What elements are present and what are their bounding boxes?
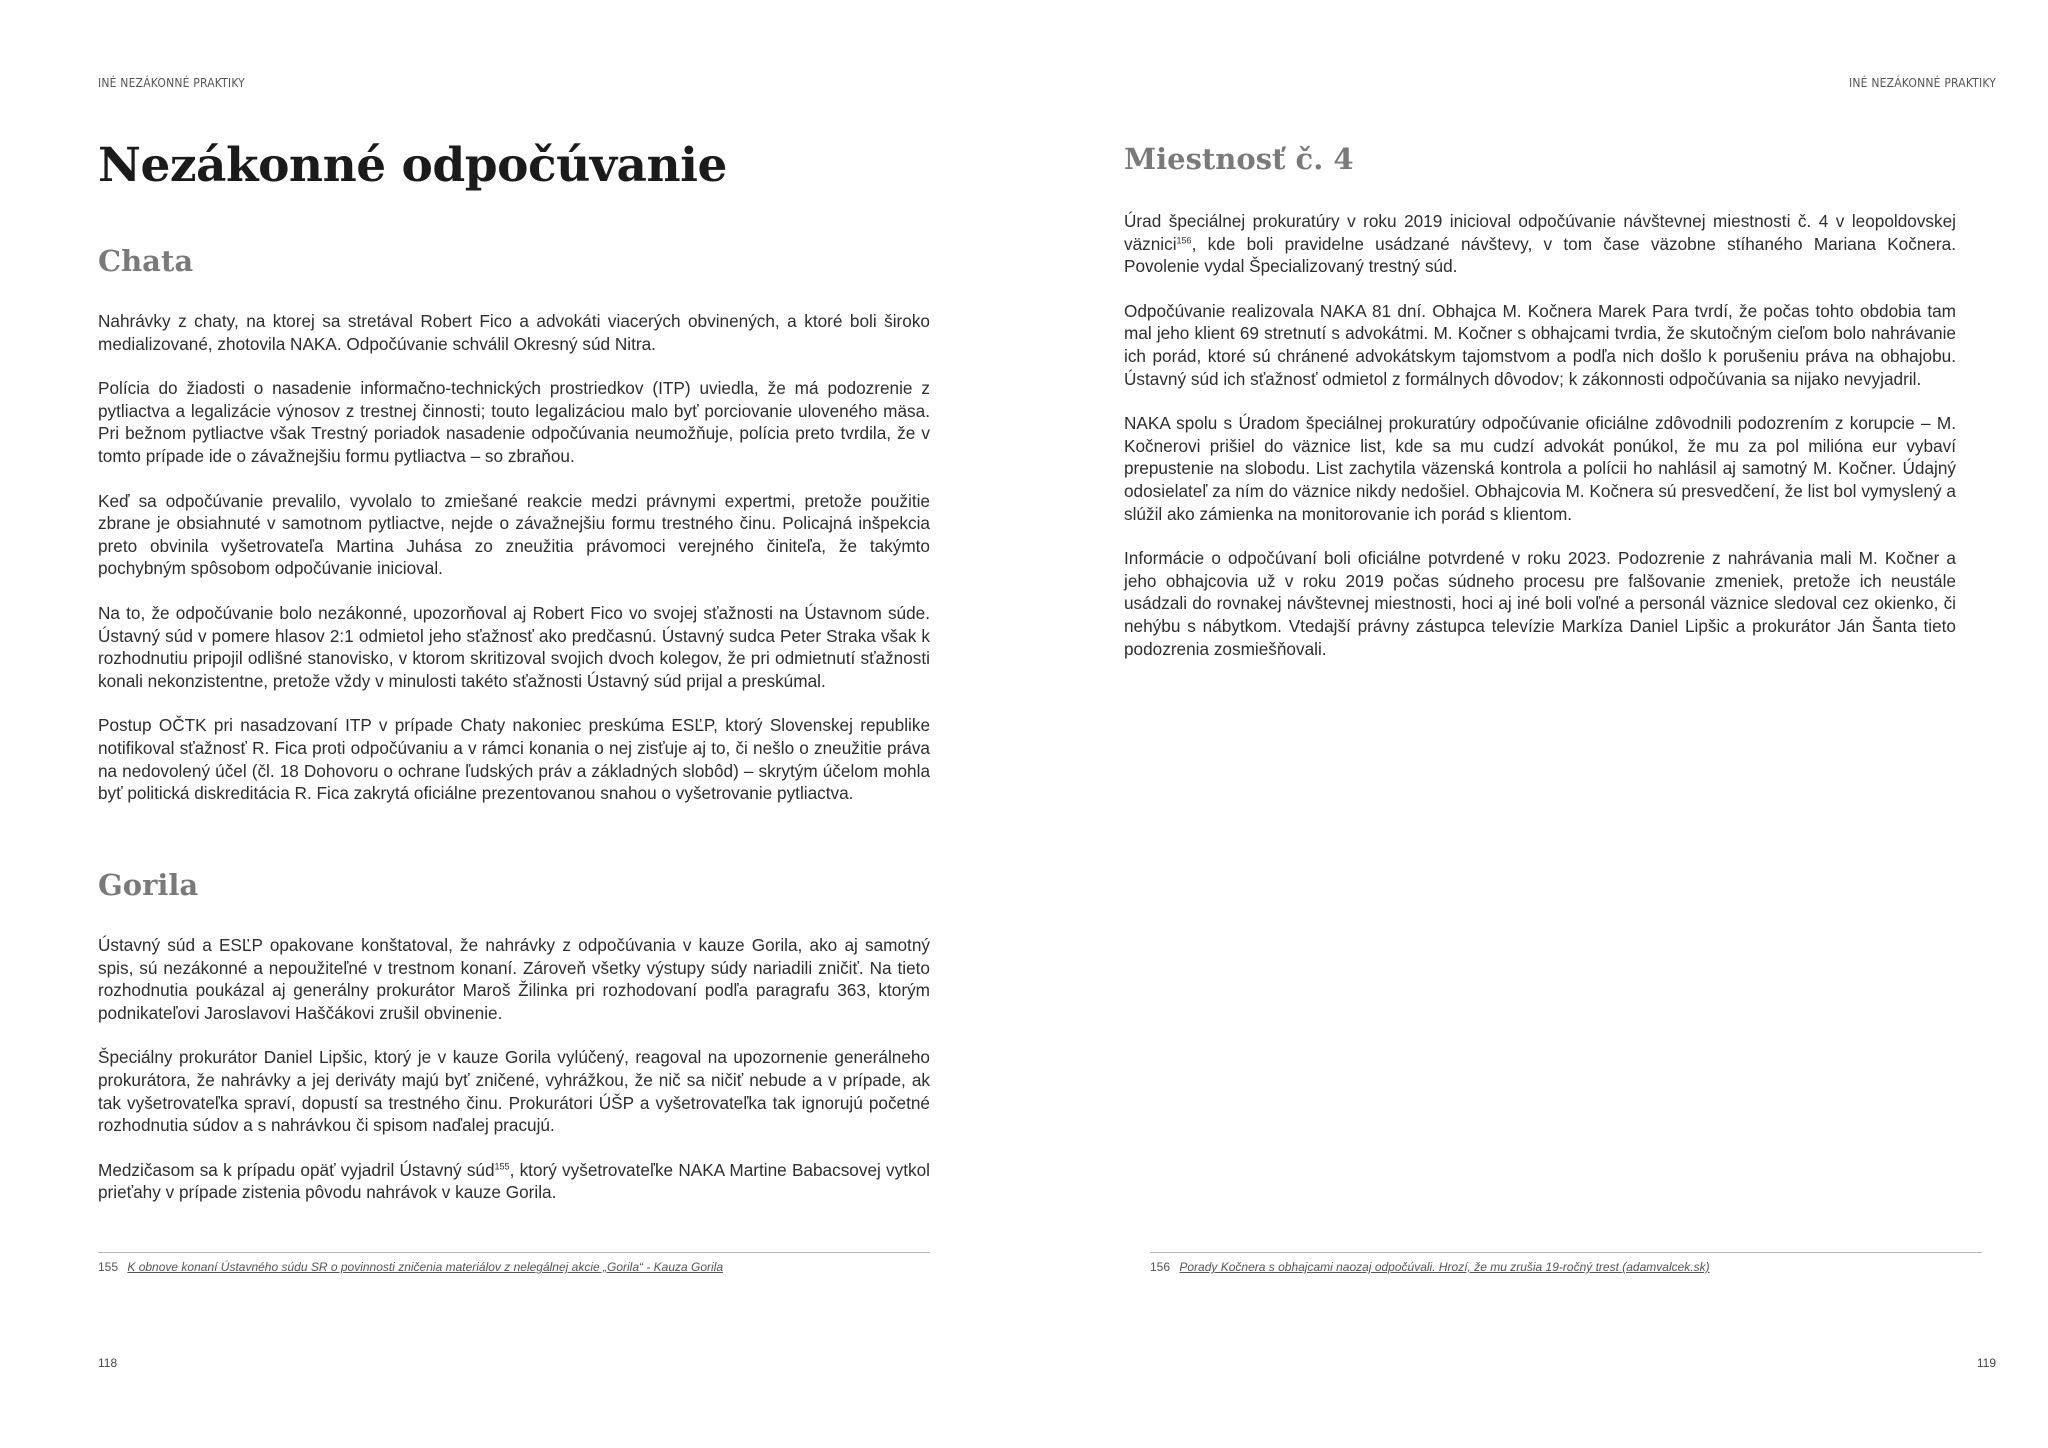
paragraph: Informácie o odpočúvaní boli oficiálne potvrdené v roku 2023. Podozrenie z nahrávania mali M. Kočner a jeho obhajcovia už v roku 2019 počas súdneho procesu pre falšovanie zmeniek, pretože ich neustále usádzali do rovnakej návštevnej miestnosti, hoci aj iné boli voľné a personál väznice sledoval cez okienko, či nehýbu s nábytkom. Vtedajší právny zástupca televízie Markíza Daniel Lipšic a prokurátor Ján Šanta tieto podozrenia zosmiešňovali. — [1124, 548, 1956, 659]
chapter-title: Nezákonné odpočúvanie — [98, 138, 727, 193]
paragraph: Špeciálny prokurátor Daniel Lipšic, ktorý je v kauze Gorila vylúčený, reagoval na upozornenie generálneho prokurátora, že nahrávky a jej deriváty majú byť zničené, vyhrážkou, že nič sa ničiť nebude a v prípade, ak tak vyšetrovateľka spraví, dopustí sa trestného činu. Prokurátori ÚŠP a vyšetrovateľka tak ignorujú početné rozhodnutia súdov a s nahrávkou či spisom naďalej pracujú. — [98, 1047, 930, 1136]
page-number: 119 — [1976, 1356, 1996, 1370]
paragraph: Ústavný súd a ESĽP opakovane konštatoval, že nahrávky z odpočúvania v kauze Gorila, ako aj samotný spis, sú nezákonné a nepoužiteľné v trestnom konaní. Zároveň všetky výstupy súdy nariadili zničiť. Na tieto rozhodnutia poukázal aj generálny prokurátor Maroš Žilinka pri rozhodovaní podľa paragrafu 363, ktorým podnikateľovi Jaroslavovi Haščákovi zrušil obvinenie. — [98, 935, 930, 1023]
paragraph: Odpočúvanie realizovala NAKA 81 dní. Obhajca M. Kočnera Marek Para tvrdí, že počas tohto obdobia tam mal jeho klient 69 stretnutí s advokátmi. M. Kočner s obhajcami tvrdia, že skutočným cieľom bolo nahrávanie ich porád, ktoré sú chránené advokátskym tajomstvom a podľa nich došlo k porušeniu práva na obhajobu. Ústavný súd ich sťažnosť odmietol z formálnych dôvodov; k zákonnosti odpočúvania sa nijako nevyjadril. — [1124, 300, 1956, 389]
section-heading-gorila: Gorila — [98, 868, 199, 902]
paragraph-with-footnote-ref — [1124, 210, 1956, 278]
running-head: INÉ NEZÁKONNÉ PRAKTIKY — [98, 76, 245, 90]
paragraph: Postup OČTK pri nasadzovaní ITP v prípade Chaty nakoniec preskúma ESĽP, ktorý Slovenskej republike notifikoval sťažnosť R. Fica proti odpočúvaniu a v rámci konania o nej zisťuje aj to, či nešlo o zneužitie práva na nedovolený účel (čl. 18 Dohovoru o ochrane ľudských práv a základných slobôd) – skrytým účelom mohla byť politická diskreditácia R. Fica zakrytá oficiálne prezentovanou snahou o vyšetrovanie pytliactva. — [98, 715, 930, 804]
page-number: 118 — [98, 1356, 118, 1370]
paragraph-text: Medzičasom sa k prípadu opäť vyjadril Ústavný súd — [98, 1159, 495, 1180]
paragraph: NAKA spolu s Úradom špeciálnej prokuratúry odpočúvanie oficiálne zdôvodnili podozrením z korupcie – M. Kočnerovi prišiel do väznice list, kde sa mu cudzí advokát ponúkol, že mu za pol milióna eur vybaví prepustenie na slobodu. List zachytila väzenská kontrola a polícii ho nahlásil aj samotný M. Kočner. Údajný odosielateľ za ním do väznice nikdy nedošiel. Obhajcovia M. Kočnera sú presvedčení, že list bol vymyslený a slúžil ako zámienka na monitorovanie ich porád s klientom. — [1124, 413, 1956, 524]
footnote-divider — [98, 1252, 930, 1253]
paragraph: Keď sa odpočúvanie prevalilo, vyvolalo to zmiešané reakcie medzi právnymi expertmi, pretože použitie zbrane je obsiahnuté v samotnom pytliactve, nejde o závažnejšiu formu trestného činu. Policajná inšpekcia preto obvinila vyšetrovateľa Martina Juhása zo zneužitia právomoci verejného činiteľa, že takýmto pochybným spôsobom odpočúvanie inicioval. — [98, 490, 930, 579]
paragraph: Nahrávky z chaty, na ktorej sa stretával Robert Fico a advokáti viacerých obvinených, a ktoré boli široko medializované, zhotovila NAKA. Odpočúvanie schválil Okresný súd Nitra. — [98, 311, 930, 354]
paragraph-text: Úrad špeciálnej prokuratúry v roku 2019 inicioval odpočúvanie návštevnej miestnosti č. 4 v leopoldovskej väznici — [1124, 211, 1956, 254]
section-body-gorila — [98, 934, 930, 1226]
footnote-ref[interactable]: 155 — [494, 1161, 510, 1172]
paragraph-with-footnote-ref — [98, 1159, 930, 1204]
footnote-link[interactable]: K obnove konaní Ústavného súdu SR o povinnosti zničenia materiálov z nelegálnej akcie „Gorila“ - Kauza Gorila — [127, 1260, 724, 1274]
paragraph: Na to, že odpočúvanie bolo nezákonné, upozorňoval aj Robert Fico vo svojej sťažnosti na Ústavnom súde. Ústavný súd v pomere hlasov 2:1 odmietol jeho sťažnosť ako predčasnú. Ústavný sudca Peter Straka však k rozhodnutiu pripojil odlišné stanovisko, v ktorom skritizoval svojich dvoch kolegov, že pri odmietnutí sťažnosti konali nekonzistentne, pretože vždy v minulosti takéto sťažnosti Ústavný súd prijal a preskúmal. — [98, 602, 930, 691]
section-heading-miestnost: Miestnosť č. 4 — [1124, 142, 1354, 176]
paragraph-text: , kde boli pravidelne usádzané návštevy, v tom čase väzobne stíhaného Mariana Kočnera. Povolenie vydal Špecializovaný trestný súd. — [1124, 233, 1956, 277]
section-heading-chata: Chata — [98, 244, 194, 278]
footnote-ref[interactable]: 156 — [1176, 234, 1192, 245]
footnote-number: 156 — [1150, 1260, 1171, 1274]
section-body-miestnost — [1124, 210, 1956, 682]
section-body-chata — [98, 310, 930, 827]
paragraph: Polícia do žiadosti o nasadenie informačno-technických prostriedkov (ITP) uviedla, že má podozrenie z pytliactva a legalizácie výnosov z trestnej činnosti; touto legalizáciou malo byť porciovanie uloveného mäsa. Pri bežnom pytliactve však Trestný poriadok nasadenie odpočúvania neumožňuje, polícia preto tvrdila, že v tomto prípade ide o závažnejšiu formu pytliactva – so zbraňou. — [98, 378, 930, 466]
footnote-number: 155 — [98, 1260, 119, 1274]
footnote — [98, 1260, 723, 1274]
paragraph-text: , ktorý vyšetrovateľke NAKA Martine Babacsovej vytkol prieťahy v prípade zistenia pôvodu nahrávok v kauze Gorila. — [98, 1159, 930, 1203]
footnote-link[interactable]: Porady Kočnera s obhajcami naozaj odpočúvali. Hrozí, že mu zrušia 19-ročný trest (adamvalcek.sk) — [1179, 1260, 1710, 1274]
running-head: INÉ NEZÁKONNÉ PRAKTIKY — [1849, 76, 1996, 90]
